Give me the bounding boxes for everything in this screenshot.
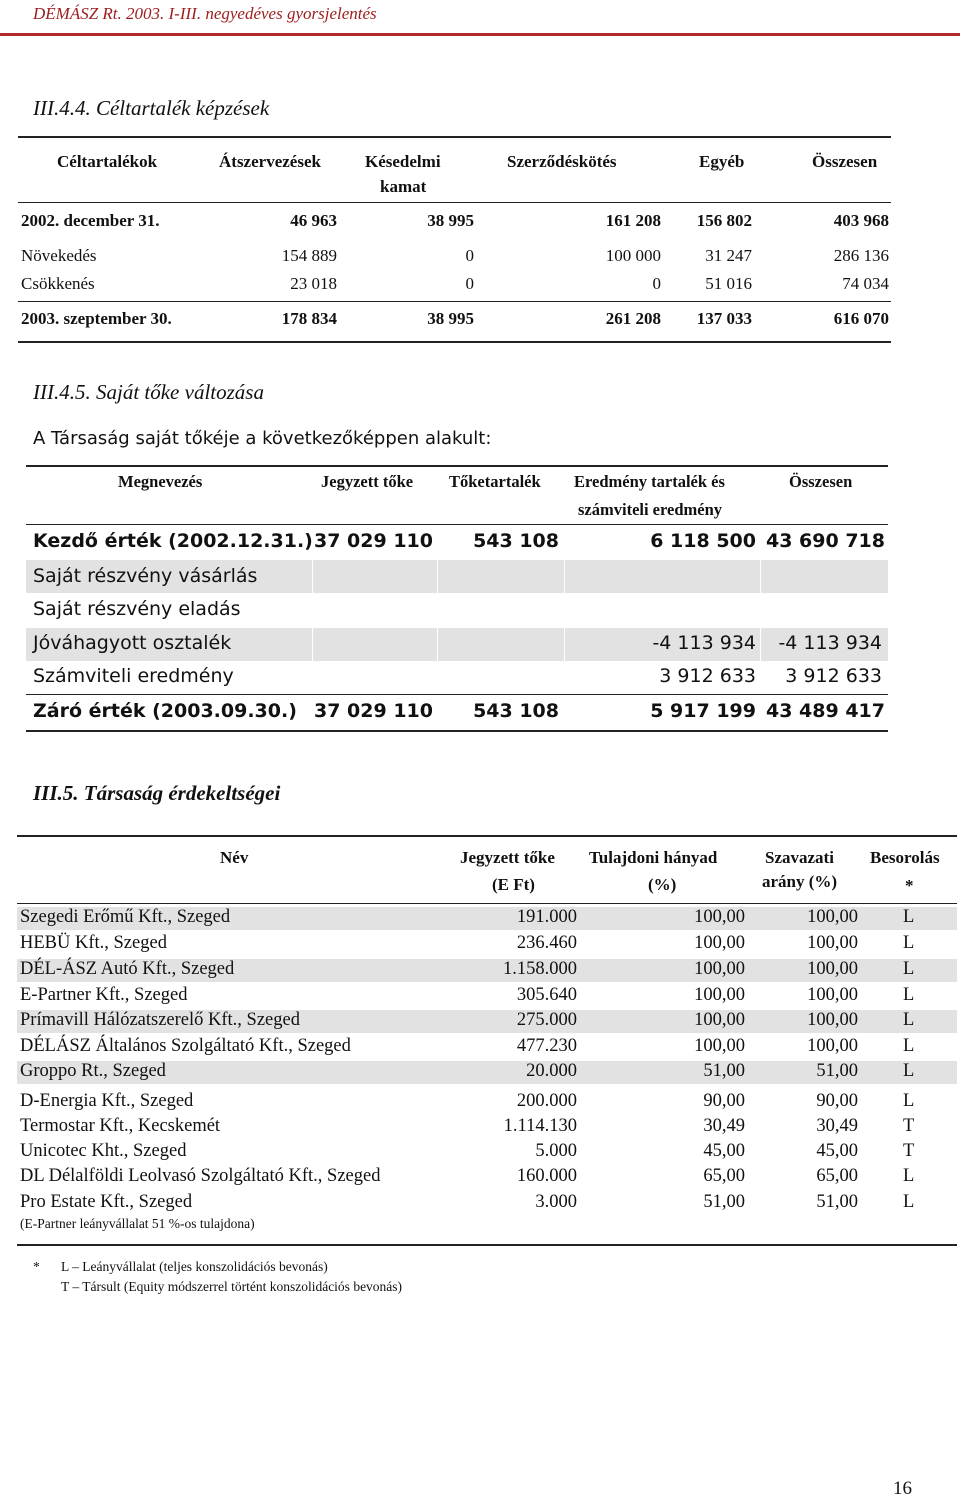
company-name: D-Energia Kft., Szeged	[20, 1091, 194, 1111]
table-cell: L	[903, 933, 915, 953]
col-header: (E Ft)	[492, 875, 535, 894]
table-cell: 1.158.000	[503, 959, 577, 979]
table-cell: 100,00	[694, 907, 745, 927]
table-cell: L	[903, 959, 915, 979]
col-header: Eredmény tartalék és	[574, 472, 725, 491]
table-row	[26, 594, 888, 627]
table-cell: 3.000	[535, 1192, 577, 1212]
table-cell: 37 029 110	[314, 700, 433, 722]
row-label: Jóváhagyott osztalék	[33, 632, 232, 654]
table-cell: 477.230	[516, 1036, 577, 1056]
col-header: Tőketartalék	[449, 472, 541, 491]
table-cell: 100,00	[694, 1036, 745, 1056]
col-header: kamat	[380, 177, 427, 196]
table-cell: 5 917 199	[650, 700, 756, 722]
document-header: DÉMÁSZ Rt. 2003. I-III. negyedéves gyorsjelentés	[33, 4, 377, 23]
company-name: Prímavill Hálózatszerelő Kft., Szeged	[20, 1010, 300, 1030]
table-cell: 543 108	[473, 530, 559, 552]
table-row	[17, 1010, 957, 1033]
table-cell: T	[903, 1141, 915, 1161]
section-title-holdings: III.5. Társaság érdekeltségei	[33, 781, 281, 805]
table-cell: 100,00	[694, 985, 745, 1005]
col-header: Besorolás	[870, 848, 940, 867]
table-cell: 200.000	[516, 1091, 577, 1111]
table-cell: 286 136	[833, 246, 889, 265]
col-header: Név	[220, 848, 249, 867]
table-cell: 51,00	[816, 1061, 858, 1081]
row-label: Növekedés	[21, 246, 97, 265]
col-header: Szavazati	[765, 848, 834, 867]
table-rule	[26, 465, 888, 467]
table-cell: 1.114.130	[503, 1116, 577, 1136]
row-label: 2002. december 31.	[21, 211, 160, 230]
table-row	[17, 1036, 957, 1059]
company-name: E-Partner Kft., Szeged	[20, 985, 188, 1005]
table-rule	[18, 341, 891, 343]
table-cell: 43 690 718	[766, 530, 885, 552]
col-header: *	[905, 876, 914, 895]
row-label: Saját részvény vásárlás	[33, 565, 258, 587]
table-cell: 160.000	[516, 1166, 577, 1186]
col-header: Szerződéskötés	[507, 152, 617, 171]
table-cell: 90,00	[703, 1091, 745, 1111]
footnote-t: T – Társult (Equity módszerrel történt konszolidációs bevonás)	[61, 1279, 403, 1294]
company-name: DL Délalföldi Leolvasó Szolgáltató Kft., Szeged	[20, 1166, 381, 1186]
table-rule	[17, 1244, 957, 1246]
company-name: Termostar Kft., Kecskemét	[20, 1116, 221, 1136]
table-rule	[18, 202, 891, 203]
col-header: Összesen	[812, 152, 878, 171]
row-label: Számviteli eredmény	[33, 665, 234, 687]
col-header: (%)	[648, 875, 677, 894]
table-cell: 261 208	[605, 309, 661, 328]
table-cell: -4 113 934	[652, 632, 756, 654]
table-row	[17, 959, 957, 982]
company-name: Szegedi Erőmű Kft., Szeged	[20, 907, 231, 927]
table-cell: T	[903, 1116, 915, 1136]
table-cell: 154 889	[281, 246, 337, 265]
table-rule	[17, 903, 957, 904]
table-cell: 100,00	[807, 959, 858, 979]
table-row	[17, 985, 957, 1008]
col-header: számviteli eredmény	[578, 500, 723, 519]
table-row	[17, 1116, 957, 1139]
table-cell: L	[903, 1166, 915, 1186]
table-cell: 43 489 417	[766, 700, 885, 722]
table-rule	[26, 694, 888, 695]
col-header: arány (%)	[762, 872, 838, 891]
table-cell: 275.000	[516, 1010, 577, 1030]
table-row	[17, 1141, 957, 1164]
table-cell: 100,00	[807, 907, 858, 927]
table-cell: 543 108	[473, 700, 559, 722]
table-cell: 191.000	[516, 907, 577, 927]
footnote-l: L – Leányvállalat (teljes konszolidációs bevonás)	[61, 1259, 328, 1274]
table-cell: 100,00	[694, 959, 745, 979]
table-cell: -4 113 934	[778, 632, 882, 654]
table-row	[26, 661, 888, 694]
table-cell: 65,00	[703, 1166, 745, 1186]
table-row	[17, 933, 957, 956]
table-cell: 30,49	[816, 1116, 858, 1136]
row-label: 2003. szeptember 30.	[21, 309, 172, 328]
section-title-provisions: III.4.4. Céltartalék képzések	[33, 96, 270, 120]
table-cell: 45,00	[703, 1141, 745, 1161]
table-cell: 51,00	[816, 1192, 858, 1212]
col-header: Összesen	[789, 472, 853, 491]
table-cell: 37 029 110	[314, 530, 433, 552]
company-name: HEBÜ Kft., Szeged	[20, 933, 167, 953]
table-rule	[18, 301, 891, 302]
company-name: DÉLÁSZ Általános Szolgáltató Kft., Szeged	[20, 1036, 351, 1056]
table-row	[26, 525, 888, 558]
col-header: Jegyzett tőke	[321, 472, 414, 491]
row-label: Kezdő érték (2002.12.31.)	[33, 530, 313, 552]
col-header: Céltartalékok	[57, 152, 158, 171]
table-cell: 161 208	[605, 211, 661, 230]
table-cell: L	[903, 1010, 915, 1030]
table-row	[17, 1192, 957, 1215]
table-row	[26, 696, 888, 729]
table-row	[26, 628, 888, 661]
table-cell: 51,00	[703, 1192, 745, 1212]
table-cell: L	[903, 1036, 915, 1056]
table-cell: 156 802	[696, 211, 752, 230]
table-cell: L	[903, 985, 915, 1005]
table-cell: 616 070	[833, 309, 889, 328]
table-cell: 38 995	[427, 211, 474, 230]
table-cell: 51 016	[705, 274, 752, 293]
col-header: Megnevezés	[118, 472, 203, 491]
table-row	[17, 1166, 957, 1189]
col-header: Jegyzett tőke	[460, 848, 555, 867]
col-header: Tulajdoni hányad	[589, 848, 718, 867]
row-label: Záró érték (2003.09.30.)	[33, 700, 297, 722]
table-row	[17, 907, 957, 930]
table-cell: 3 912 633	[659, 665, 756, 687]
page-number: 16	[893, 1478, 912, 1499]
table-row	[26, 560, 888, 593]
table-cell: 137 033	[696, 309, 752, 328]
table-cell: 45,00	[816, 1141, 858, 1161]
table-cell: 403 968	[833, 211, 889, 230]
table-cell: 23 018	[290, 274, 337, 293]
table-cell: 100,00	[694, 933, 745, 953]
table-cell: 90,00	[816, 1091, 858, 1111]
table-cell: 74 034	[842, 274, 889, 293]
table-cell: 30,49	[703, 1116, 745, 1136]
table-cell: 100,00	[807, 1010, 858, 1030]
table-row	[17, 1091, 957, 1114]
table-cell: L	[903, 1192, 915, 1212]
table-cell: L	[903, 1091, 915, 1111]
section-title-equity: III.4.5. Saját tőke változása	[33, 380, 264, 404]
table-row	[17, 1061, 957, 1084]
table-rule	[26, 730, 888, 732]
company-name: Groppo Rt., Szeged	[20, 1061, 166, 1081]
row-label: Saját részvény eladás	[33, 598, 241, 620]
table-cell: 100,00	[694, 1010, 745, 1030]
table-cell: 0	[465, 274, 474, 293]
table-cell: 6 118 500	[650, 530, 756, 552]
footnote-star: *	[33, 1259, 40, 1274]
table-cell: 3 912 633	[785, 665, 882, 687]
table-cell: 51,00	[703, 1061, 745, 1081]
table-cell: 20.000	[526, 1061, 577, 1081]
table-cell: 0	[465, 246, 474, 265]
table-cell: L	[903, 1061, 915, 1081]
table-cell: L	[903, 907, 915, 927]
header-divider	[0, 33, 960, 36]
table-cell: 178 834	[281, 309, 337, 328]
table-cell: 46 963	[290, 211, 337, 230]
company-name: DÉL-ÁSZ Autó Kft., Szeged	[20, 959, 235, 979]
table-rule	[18, 136, 891, 138]
table-cell: 5.000	[535, 1141, 577, 1161]
table-rule	[17, 835, 957, 837]
col-header: Egyéb	[699, 152, 745, 171]
table-cell: 38 995	[427, 309, 474, 328]
table-cell: 305.640	[516, 985, 577, 1005]
table-cell: 236.460	[516, 933, 577, 953]
table-cell: 100,00	[807, 985, 858, 1005]
holdings-note: (E-Partner leányvállalat 51 %-os tulajdona)	[20, 1216, 255, 1231]
table-cell: 100 000	[605, 246, 661, 265]
table-cell: 100,00	[807, 1036, 858, 1056]
table-cell: 31 247	[705, 246, 752, 265]
table-cell: 100,00	[807, 933, 858, 953]
row-label: Csökkenés	[21, 274, 95, 293]
company-name: Unicotec Kht., Szeged	[20, 1141, 187, 1161]
company-name: Pro Estate Kft., Szeged	[20, 1192, 193, 1212]
col-header: Átszervezések	[219, 152, 321, 171]
table-cell: 65,00	[816, 1166, 858, 1186]
table-cell: 0	[652, 274, 661, 293]
col-header: Késedelmi	[365, 152, 441, 171]
equity-intro: A Társaság saját tőkéje a következőképpen alakult:	[33, 428, 492, 449]
